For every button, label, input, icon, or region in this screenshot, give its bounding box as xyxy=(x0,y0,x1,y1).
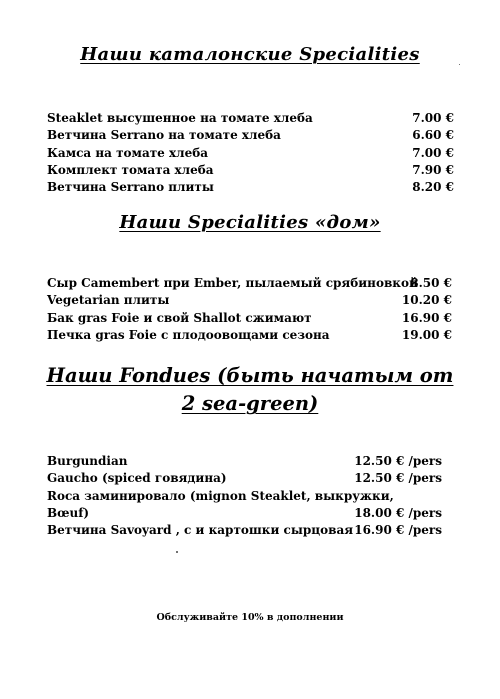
menu-item-price: 6.60 € xyxy=(412,128,454,142)
menu-item-name: Комплект томата хлеба xyxy=(47,163,214,177)
menu-item-price: 19.00 € xyxy=(401,328,452,342)
menu-item-price: 10.20 € xyxy=(401,293,452,307)
menu-item-name: Печка gras Foie с плодоовощами сезона xyxy=(47,328,330,342)
menu-item-name: Roca заминировало (mignon Steaklet, выкружки, xyxy=(47,489,394,503)
menu-item-name: Камса на томате хлеба xyxy=(47,146,209,160)
menu-item-name: Vegetarian плиты xyxy=(47,293,170,307)
menu-item-name: Gaucho (spiced говядина) xyxy=(47,471,227,485)
menu-item-price: 8.20 € xyxy=(412,180,454,194)
scan-speck xyxy=(459,64,460,65)
menu-item-price: 18.00 € /pers xyxy=(354,506,442,520)
menu-item-price: 16.90 € /pers xyxy=(354,523,442,537)
service-charge-note: Обслуживайте 10% в дополнении xyxy=(156,612,344,623)
menu-item-price: 16.90 € xyxy=(401,311,452,325)
menu-item-name: Ветчина Serrano на томате хлеба xyxy=(47,128,281,142)
menu-item-name: Bœuf) xyxy=(47,506,90,520)
section-title: Наши каталонские Specialities xyxy=(80,44,420,65)
menu-item-name: Сыр Camembert при Ember, пылаемый срябиновкой xyxy=(47,276,418,290)
menu-item-price: 7.00 € xyxy=(412,111,454,125)
menu-item-name: Ветчина Savoyard , с и картошки сырцовая xyxy=(47,523,354,537)
section-title: Наши Fondues (быть начатым от 2 sea-green) xyxy=(46,364,454,415)
menu-item-name: Burgundian xyxy=(47,454,128,468)
menu-item-price: 8.50 € xyxy=(410,276,452,290)
scan-speck xyxy=(176,551,178,553)
menu-item-price: 7.90 € xyxy=(412,163,454,177)
menu-item-name: Бак gras Foie и свой Shallot сжимают xyxy=(47,311,312,325)
section-title: Наши Specialities «дом» xyxy=(119,212,381,233)
menu-item-price: 12.50 € /pers xyxy=(354,454,442,468)
menu-item-name: Ветчина Serrano плиты xyxy=(47,180,214,194)
menu-item-name: Steaklet высушенное на томате хлеба xyxy=(47,111,313,125)
menu-item-price: 7.00 € xyxy=(412,146,454,160)
menu-item-price: 12.50 € /pers xyxy=(354,471,442,485)
